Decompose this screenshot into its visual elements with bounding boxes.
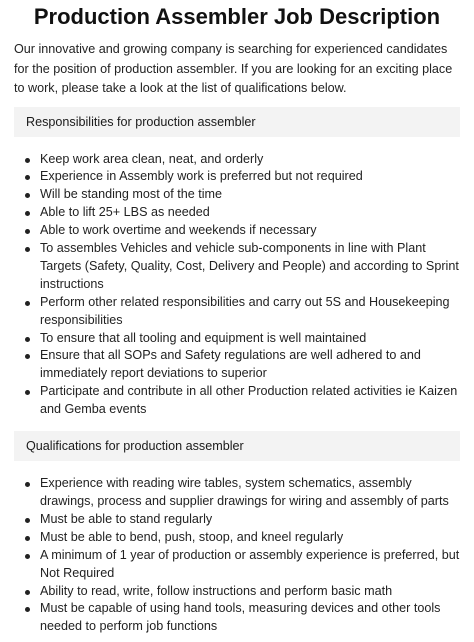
list-item [40, 294, 460, 330]
bullet-icon [25, 518, 30, 523]
list-item-text: Participate and contribute in all other Production related activities ie Kaizen and Gemba events [40, 384, 458, 417]
list-item [40, 204, 460, 222]
list-item-text: To assembles Vehicles and vehicle sub-components in line with Plant Targets (Safety, Quality, Cost, Delivery and People) and according to Sprint instructions [40, 241, 459, 291]
list-item [40, 529, 460, 547]
bullet-icon [25, 390, 30, 395]
list-item-text: Must be capable of using hand tools, measuring devices and other tools needed to perform job functions [40, 601, 441, 634]
bullet-icon [25, 247, 30, 252]
intro-paragraph: Our innovative and growing company is searching for experienced candidates for the position of production assembler. If you are looking for an exciting place to work, please take a look at the list of qualifications below. [14, 42, 453, 95]
list-item [40, 168, 460, 186]
responsibilities-list [14, 151, 460, 420]
qualifications-list [14, 475, 460, 636]
list-item [40, 511, 460, 529]
list-item [40, 600, 460, 636]
bullet-icon [25, 301, 30, 306]
list-item [40, 330, 460, 348]
list-item [40, 583, 460, 601]
list-item-text: Must be able to bend, push, stoop, and kneel regularly [40, 529, 344, 544]
list-item [40, 151, 460, 169]
list-item-text: A minimum of 1 year of production or assembly experience is preferred, but Not Required [40, 547, 460, 580]
list-item-text: To ensure that all tooling and equipment is well maintained [40, 330, 367, 345]
list-item [40, 547, 460, 583]
bullet-icon [25, 211, 30, 216]
bullet-icon [25, 337, 30, 342]
bullet-icon [25, 536, 30, 541]
bullet-icon [25, 193, 30, 198]
bullet-icon [25, 482, 30, 487]
list-item-text: Able to work overtime and weekends if necessary [40, 223, 317, 238]
list-item-text: Must be able to stand regularly [40, 511, 213, 526]
list-item-text: Ability to read, write, follow instructions and perform basic math [40, 583, 393, 598]
list-item [40, 240, 460, 294]
bullet-icon [25, 158, 30, 163]
bullet-icon [25, 554, 30, 559]
list-item [40, 186, 460, 204]
bullet-icon [25, 590, 30, 595]
responsibilities-heading: Responsibilities for production assembler [14, 107, 460, 137]
list-item [40, 222, 460, 240]
list-item-text: Experience with reading wire tables, system schematics, assembly drawings, process and supplier drawings for wiring and assembly of parts [40, 476, 449, 508]
bullet-icon [25, 175, 30, 180]
bullet-icon [25, 354, 30, 359]
page-title: Production Assembler Job Description [33, 4, 441, 29]
list-item [40, 383, 460, 419]
list-item-text: Able to lift 25+ LBS as needed [40, 205, 210, 220]
list-item-text: Keep work area clean, neat, and orderly [40, 151, 264, 166]
list-item-text: Experience in Assembly work is preferred but not required [40, 169, 363, 184]
list-item-text: Perform other related responsibilities and carry out 5S and Housekeeping responsibilities [40, 294, 450, 327]
qualifications-heading: Qualifications for production assembler [14, 431, 460, 461]
list-item [40, 475, 460, 511]
bullet-icon [25, 607, 30, 612]
list-item-text: Will be standing most of the time [40, 187, 222, 202]
list-item [40, 347, 460, 383]
bullet-icon [25, 229, 30, 234]
list-item-text: Ensure that all SOPs and Safety regulations are well adhered to and immediately report deviations to superior [40, 348, 421, 381]
